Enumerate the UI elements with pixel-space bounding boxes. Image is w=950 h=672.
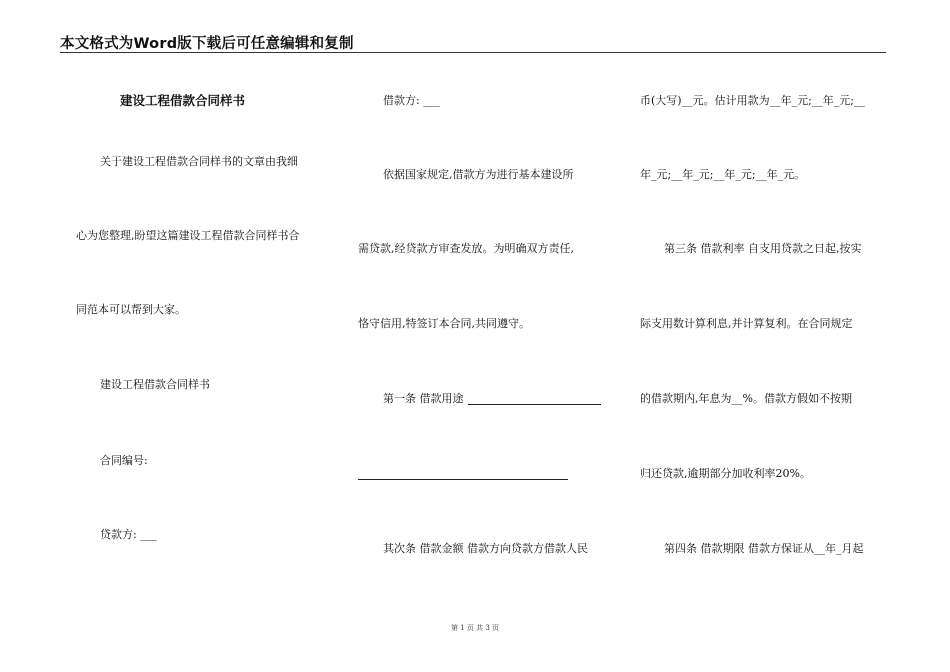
contract-number-label: 合同编号: — [100, 454, 148, 467]
article-one-label: 第一条 借款用途 — [383, 392, 464, 405]
left-line-4: 建设工程借款合同样书 — [100, 378, 210, 391]
header-divider — [60, 52, 886, 53]
article-two-line: 其次条 借款金额 借款方向贷款方借款人民 — [383, 542, 588, 555]
document-title: 建设工程借款合同样书 — [120, 93, 246, 108]
right-line-1: 币(大写)__元。估计用款为__年_元;__年_元;__ — [640, 94, 865, 107]
loan-purpose-blank-continued — [358, 479, 568, 480]
page-number-footer: 第 1 页 共 3 页 — [450, 624, 500, 632]
left-line-2: 心为您整理,盼望这篇建设工程借款合同样书合 — [76, 229, 300, 242]
right-line-2: 年_元;__年_元;__年_元;__年_元。 — [640, 168, 806, 181]
borrower-label: 借款方: ___ — [383, 94, 440, 107]
right-line-5: 的借款期内,年息为__%。借款方假如不按期 — [640, 392, 852, 405]
middle-line-4: 恪守信用,特签订本合同,共同遵守。 — [358, 317, 530, 330]
left-line-1: 关于建设工程借款合同样书的文章由我细 — [100, 155, 298, 168]
middle-line-2: 依据国家规定,借款方为进行基本建设所 — [383, 168, 574, 181]
lender-label: 贷款方: ___ — [100, 528, 157, 541]
middle-line-3: 需贷款,经贷款方审查发放。为明确双方责任, — [358, 242, 574, 255]
document-header-banner: 本文格式为Word版下载后可任意编辑和复制 — [60, 36, 354, 52]
article-four-line: 第四条 借款期限 借款方保证从__年_月起 — [664, 542, 864, 555]
loan-purpose-blank — [468, 404, 601, 405]
right-line-4: 际支用数计算利息,并计算复利。在合同规定 — [640, 317, 853, 330]
right-line-6: 归还贷款,逾期部分加收利率20%。 — [640, 467, 811, 480]
left-line-3: 同范本可以帮到大家。 — [76, 303, 186, 316]
article-three-line: 第三条 借款利率 自支用贷款之日起,按实 — [664, 242, 862, 255]
